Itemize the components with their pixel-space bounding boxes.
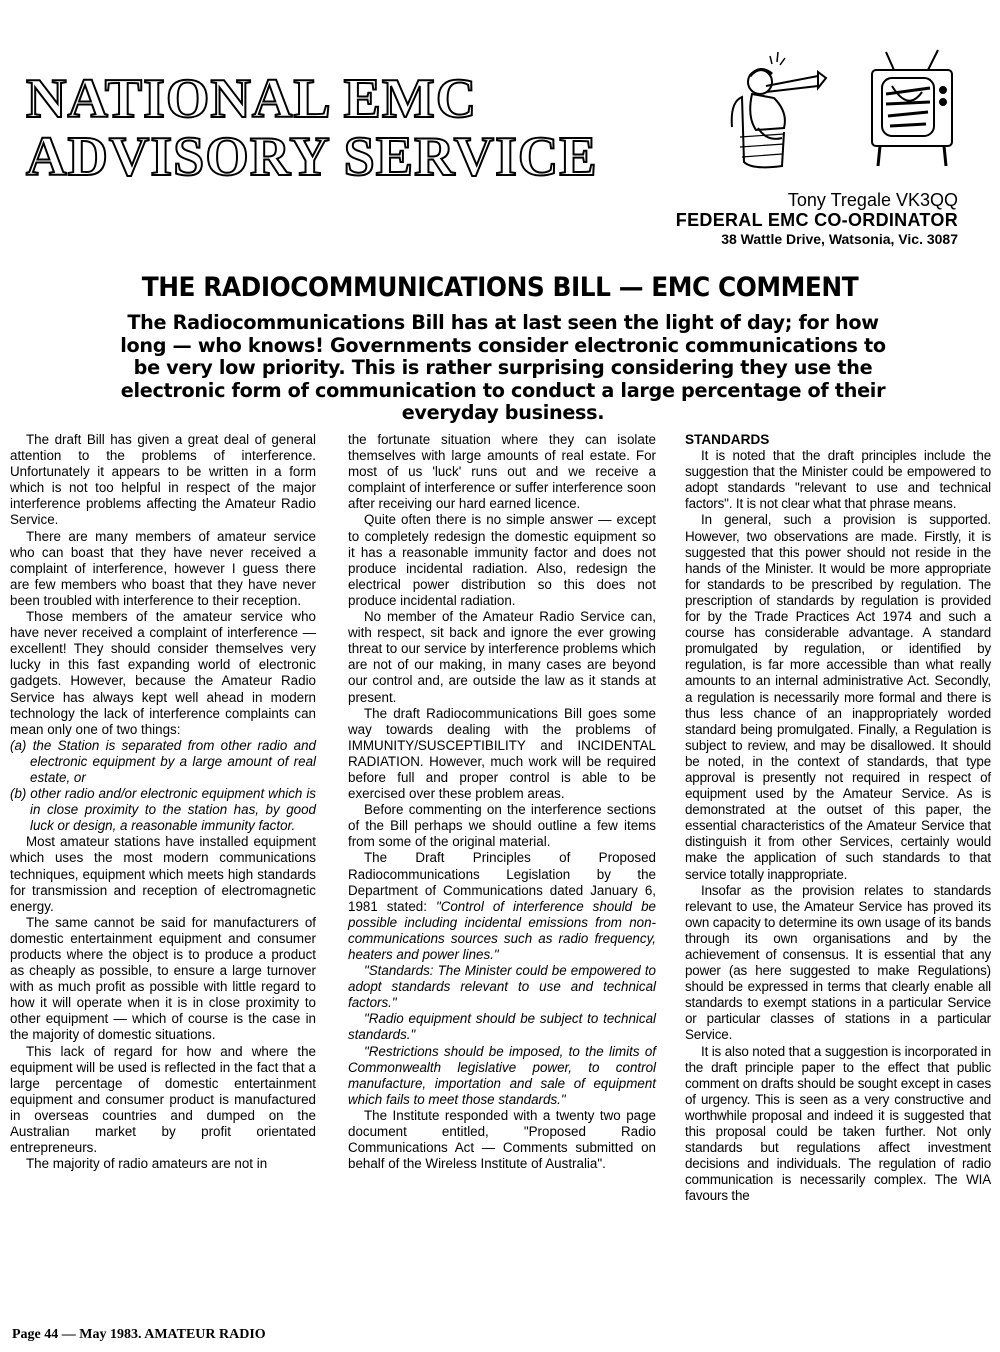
- article-intro: The Radiocommunications Bill has at last seen the light of day; for how long — who knows! Governments consider electronic communications to be very low priority. This is rather surprising considering they use the electronic form of communication to conduct a large percentage of their everyday business.: [120, 311, 886, 424]
- paragraph: It is also noted that a suggestion is incorporated in the draft principle paper to the effect that public comment on drafts should be sought except in cases of urgency. This is seen as a very constructive and worthwhile proposal and indeed it is suggested that this proposal could be taken further. Not only standards but regulations affect investment decisions and individuals. The regulation of radio communication is necessarily complex. The WIA favours the: [685, 1043, 991, 1204]
- paragraph: Before commenting on the interference sections of the Bill perhaps we should outline a few items from some of the original material.: [348, 802, 656, 850]
- article-headline: THE RADIOCOMMUNICATIONS BILL — EMC COMMENT: [141, 272, 859, 303]
- paragraph: The same cannot be said for manufacturers of domestic entertainment equipment and consumer products where the object is to produce a product as cheaply as possible, to ensure a large turnover with as much profit as possible with little regard to how it will operate when it is in close proximity to other equipment — which of course is the case in the majority of domestic situations.: [10, 914, 316, 1043]
- banner-line-2: ADVISORY SERVICE: [26, 126, 598, 188]
- paragraph: The majority of radio amateurs are not in: [26, 1156, 268, 1172]
- paragraph: The Institute responded with a twenty two page document entitled, "Proposed Radio Communications Act — Comments submitted on behalf of the Wireless Institute of Australia".: [348, 1107, 656, 1172]
- list-item-a: (a) the Station is separated from other radio and electronic equipment by a large amount of real estate, or: [10, 737, 316, 785]
- paragraph: The draft Bill has given a great deal of general attention to the problems of interference. Unfortunately it appears to be written in a form which is not too helpful in respect of the major interference problems affecting the Amateur Radio Service.: [10, 432, 316, 528]
- paragraph: No member of the Amateur Radio Service can, with respect, sit back and ignore the ever growing threat to our service by interference problems which are not of our making, in many cases are beyond our control and, are outside the law as it stands at present.: [348, 609, 656, 705]
- author-title: FEDERAL EMC CO-ORDINATOR: [675, 210, 958, 230]
- quote-text: "Control of interference should be possible including incidental emissions from non-communications sources such as radio frequency, heaters and power lines.": [348, 898, 656, 962]
- paragraph: The draft Radiocommunications Bill goes some way towards dealing with the problems of IMMUNITY/SUSCEPTIBILITY and INCIDENTAL RADIATION. However, much work will be required before full and proper control is able to be exercised over these problem areas.: [348, 705, 656, 802]
- cartoon-illustration: [722, 42, 972, 172]
- quote: "Restrictions should be imposed, to the limits of Commonwealth legislative power, to control manufacture, importation and sale of equipment which fails to meet those standards.": [348, 1043, 656, 1107]
- paragraph: Quite often there is no simple answer — except to completely redesign the domestic equipment so it has a reasonable immunity factor and does not produce incidental radiation. Also, redesign the electrical power distribution so this does not produce incidental radiation.: [348, 512, 656, 608]
- author-byline: [676, 190, 958, 248]
- paragraph: In general, such a provision is supported. However, two observations are made. Firstly, it is suggested that this power should not reside in the hands of the Minister. It would be more appropriate for standards to be prescribed by regulation. The prescription of standards by regulation is provided for by the Trade Practices Act 1974 and such a course has considerable advantage. A standard promulgated by regulation, or identified by regulation, is far more accessible than what really amounts to an internal administrative Act. Secondly, a regulation is necessarily more formal and there is thus less chance of an inappropriately worded standard being promulgated. Finally, a Regulation is subject to review, and may be disallowed. It should be noted, in the context of standards, that type approval is presently not required in respect of equipment used by the Amateur Service. As is demonstrated at the outset of this paper, the essential characteristics of the Amateur Service that distinguish it from other Services, certainly would make the application of such standards to that service totally inappropriate.: [685, 512, 991, 882]
- paragraph: This lack of regard for how and where the equipment will be used is reflected in the fact that a large percentage of domestic entertainment equipment and consumer product is manufactured in overseas countries and dumped on the Australian market by profit orientated entrepreneurs.: [10, 1043, 316, 1156]
- section-heading: STANDARDS: [685, 432, 770, 447]
- paragraph: It is noted that the draft principles include the suggestion that the Minister could be empowered to adopt standards "relevant to use and technical factors". It is not clear what that phrase means.: [685, 448, 991, 512]
- magazine-name: AMATEUR RADIO: [144, 1327, 266, 1342]
- paragraph: Insofar as the provision relates to standards relevant to use, the Amateur Service has proved its own capacity to determine its own usage of its bands through its own organisations and by the achievement of consensus. It is essential that any power (as here suggested to make Regulations) should be expressed in terms that clearly enable all standards to exempt stations in a particular Service or particular classes of stations in a particular Service.: [685, 882, 991, 1043]
- banner-title: [26, 70, 716, 186]
- author-address: 38 Wattle Drive, Watsonia, Vic. 3087: [721, 231, 958, 247]
- paragraph: There are many members of amateur service who can boast that they have never received a complaint of interference, however I guess there are few members who boast that they have never been troubled with interference to their reception.: [10, 528, 316, 608]
- list-item-b: (b) other radio and/or electronic equipment which is in close proximity to the station has, by good luck or design, a reasonable immunity factor.: [10, 786, 316, 834]
- column-1: [10, 432, 316, 1172]
- author-name: Tony Tregale VK3QQ: [787, 190, 958, 210]
- column-2: [348, 432, 656, 1172]
- paragraph: the fortunate situation where they can isolate themselves with large amounts of real estate. For most of us 'luck' runs out and we receive a complaint of interference or suffer interference soon after receiving our hard earned licence.: [348, 432, 656, 512]
- banner-line-1: NATIONAL EMC: [26, 68, 478, 130]
- column-3: [685, 432, 991, 1205]
- paragraph-text: The Draft Principles of Proposed Radiocommunications Legislation by the Department of Communications dated January 6, 1981 stated:: [348, 850, 656, 914]
- quote: "Radio equipment should be subject to technical standards.": [348, 1011, 656, 1043]
- paragraph: [348, 850, 656, 963]
- page-number: Page 44 — May 1983.: [12, 1327, 142, 1342]
- quote: "Standards: The Minister could be empowered to adopt standards relevant to use and technical factors.": [348, 963, 656, 1011]
- paragraph: Most amateur stations have installed equipment which uses the most modern communications techniques, equipment which meets high standards for transmission and reception of electromagnetic energy.: [10, 834, 316, 914]
- page-footer: [12, 1327, 266, 1343]
- paragraph: Those members of the amateur service who have never received a complaint of interference — excellent! They should consider themselves very lucky in this fast expanding world of electronic gadgets. However, because the Amateur Radio Service has always kept well ahead in modern technology the lack of interference complaints can mean only one of two things:: [10, 609, 316, 737]
